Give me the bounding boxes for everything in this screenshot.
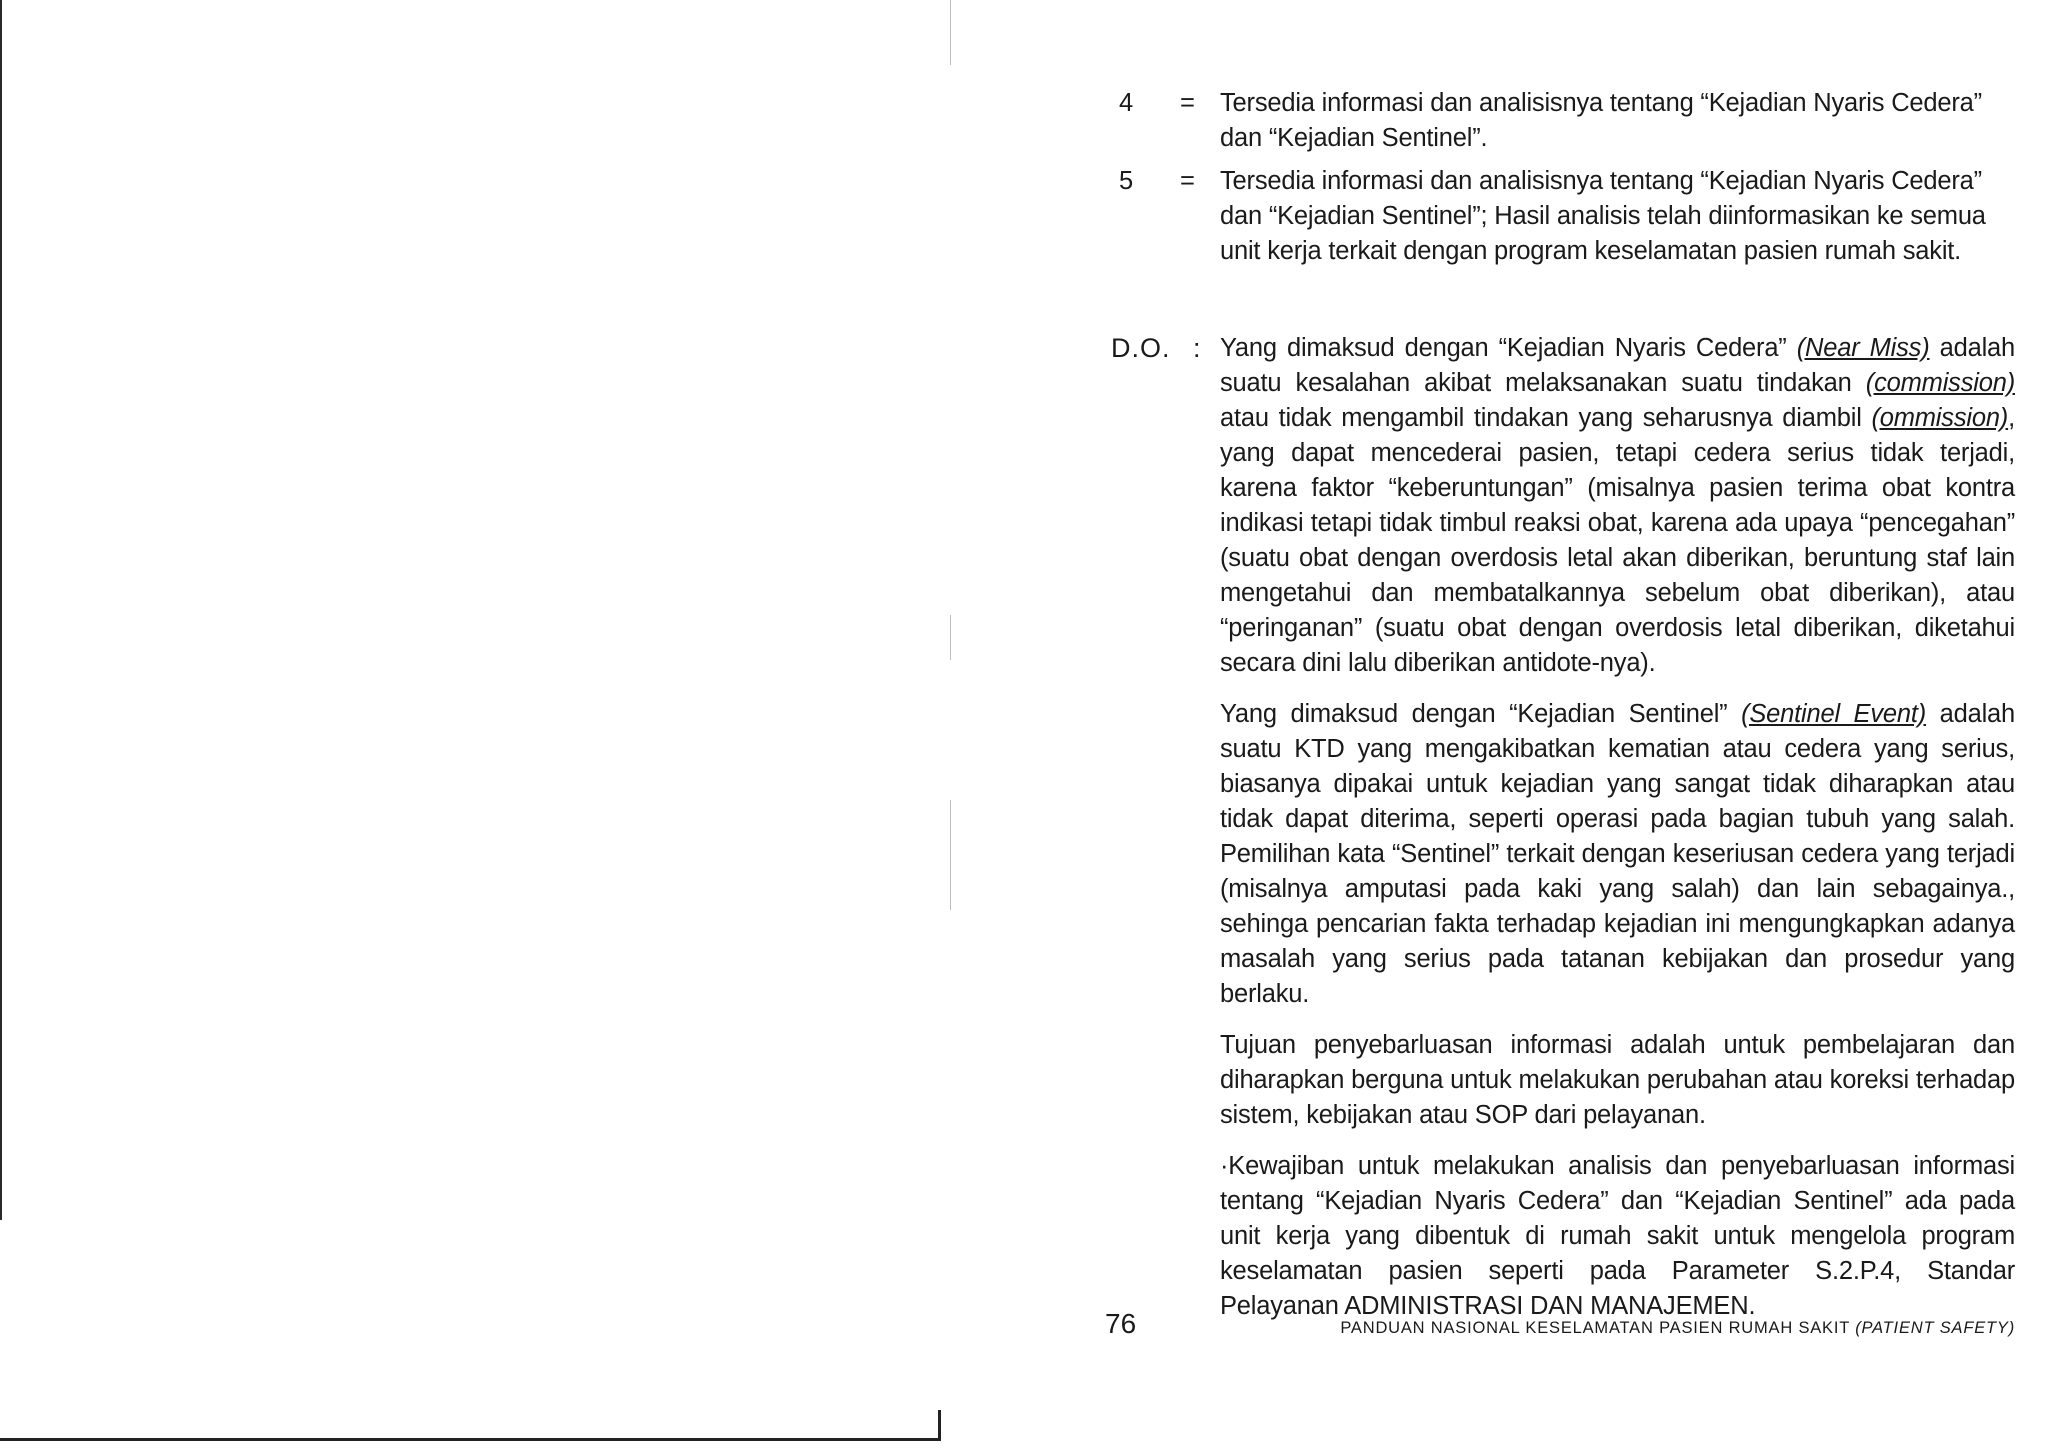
definition-colon: :	[1193, 333, 1202, 363]
score-item-5	[1105, 164, 2015, 269]
italic-term: (ommission)	[1871, 404, 2009, 432]
definition-label-text: D.O.	[1111, 333, 1171, 363]
page-content	[1105, 86, 2015, 1340]
text-run: Yang dimaksud dengan “Kejadian Nyaris Cedera”	[1220, 334, 1797, 362]
score-item-4	[1105, 86, 2015, 156]
score-description: Tersedia informasi dan analisisnya tentang “Kejadian Nyaris Cedera” dan “Kejadian Sentinel”; Hasil analisis telah diinformasikan ke semua unit kerja terkait dengan program keselamatan pasien rumah sakit.	[1220, 167, 1986, 265]
italic-term: (Near Miss)	[1796, 334, 1930, 362]
text-run: , yang dapat mencederai pasien, tetapi cedera serius tidak terjadi, karena faktor “keberuntungan” (misalnya pasien terima obat kontra indikasi tetapi tidak timbul reaksi obat, karena ada upaya “pencegahan” (suatu obat dengan overdosis letal akan diberikan, beruntung staf lain mengetahui dan membatalkannya sebelum obat diberikan), atau “peringanan” (suatu obat dengan overdosis letal diberikan, diketahui secara dini lalu diberikan antidote-nya).	[1220, 404, 2015, 677]
score-equals: =	[1180, 167, 1195, 195]
running-head	[1225, 1319, 2015, 1338]
italic-term: (Sentinel Event)	[1741, 700, 1927, 728]
gutter-line-mid-2	[950, 800, 951, 910]
scan-left-edge	[0, 0, 2, 1220]
definition-paragraph-obligation: ·Kewajiban untuk melakukan analisis dan penyebarluasan informasi tentang “Kejadian Nyaris Cedera” dan “Kejadian Sentinel” ada pada unit kerja yang dibentuk di rumah sakit untuk mengelola program keselamatan pasien seperti pada Parameter S.2.P.4, Standar Pelayanan ADMINISTRASI DAN MANAJEMEN.	[1220, 1152, 2015, 1320]
scan-bottom-rule	[0, 1438, 940, 1441]
italic-term: (commission)	[1865, 369, 2015, 397]
score-equals: =	[1180, 89, 1195, 117]
scan-bottom-tick	[938, 1410, 941, 1441]
score-description: Tersedia informasi dan analisisnya tentang “Kejadian Nyaris Cedera” dan “Kejadian Sentinel”.	[1220, 89, 1982, 152]
gutter-line-mid-1	[950, 615, 951, 660]
text-run: Yang dimaksud dengan “Kejadian Sentinel”	[1220, 700, 1742, 728]
score-number: 4	[1119, 89, 1133, 117]
text-run: atau tidak mengambil tindakan yang seharusnya diambil	[1220, 404, 1872, 432]
score-number: 5	[1119, 167, 1133, 195]
definition-paragraph-near-miss	[1220, 331, 2015, 681]
definition-label	[1105, 331, 1215, 1340]
definition-block	[1105, 331, 2015, 1340]
page-number: 76	[1105, 1308, 1137, 1339]
page-footer	[1105, 1308, 2015, 1340]
gutter-line-top	[950, 0, 951, 65]
text-run: adalah suatu KTD yang mengakibatkan kematian atau cedera yang serius, biasanya dipakai untuk kejadian yang sangat tidak diharapkan atau tidak dapat diterima, seperti operasi pada bagian tubuh yang salah. Pemilihan kata “Sentinel” terkait dengan keseriusan cedera yang terjadi (misalnya amputasi pada kaki yang salah) dan lain sebagainya., sehinga pencarian fakta terhadap kejadian ini mengungkapkan adanya masalah yang serius pada tatanan kebijakan dan prosedur yang berlaku.	[1220, 700, 2016, 1008]
text-run: adalah suatu kesalahan akibat melaksanakan suatu tindakan	[1220, 334, 2015, 397]
definition-paragraph-sentinel	[1220, 697, 2015, 1012]
running-head-text: PANDUAN NASIONAL KESELAMATAN PASIEN RUMAH SAKIT	[1340, 1319, 1856, 1337]
running-head-italic: (PATIENT SAFETY)	[1855, 1319, 2015, 1337]
definition-paragraphs	[1220, 331, 2015, 1340]
definition-paragraph-purpose: Tujuan penyebarluasan informasi adalah untuk pembelajaran dan diharapkan berguna untuk melakukan perubahan atau koreksi terhadap sistem, kebijakan atau SOP dari pelayanan.	[1220, 1031, 2015, 1129]
